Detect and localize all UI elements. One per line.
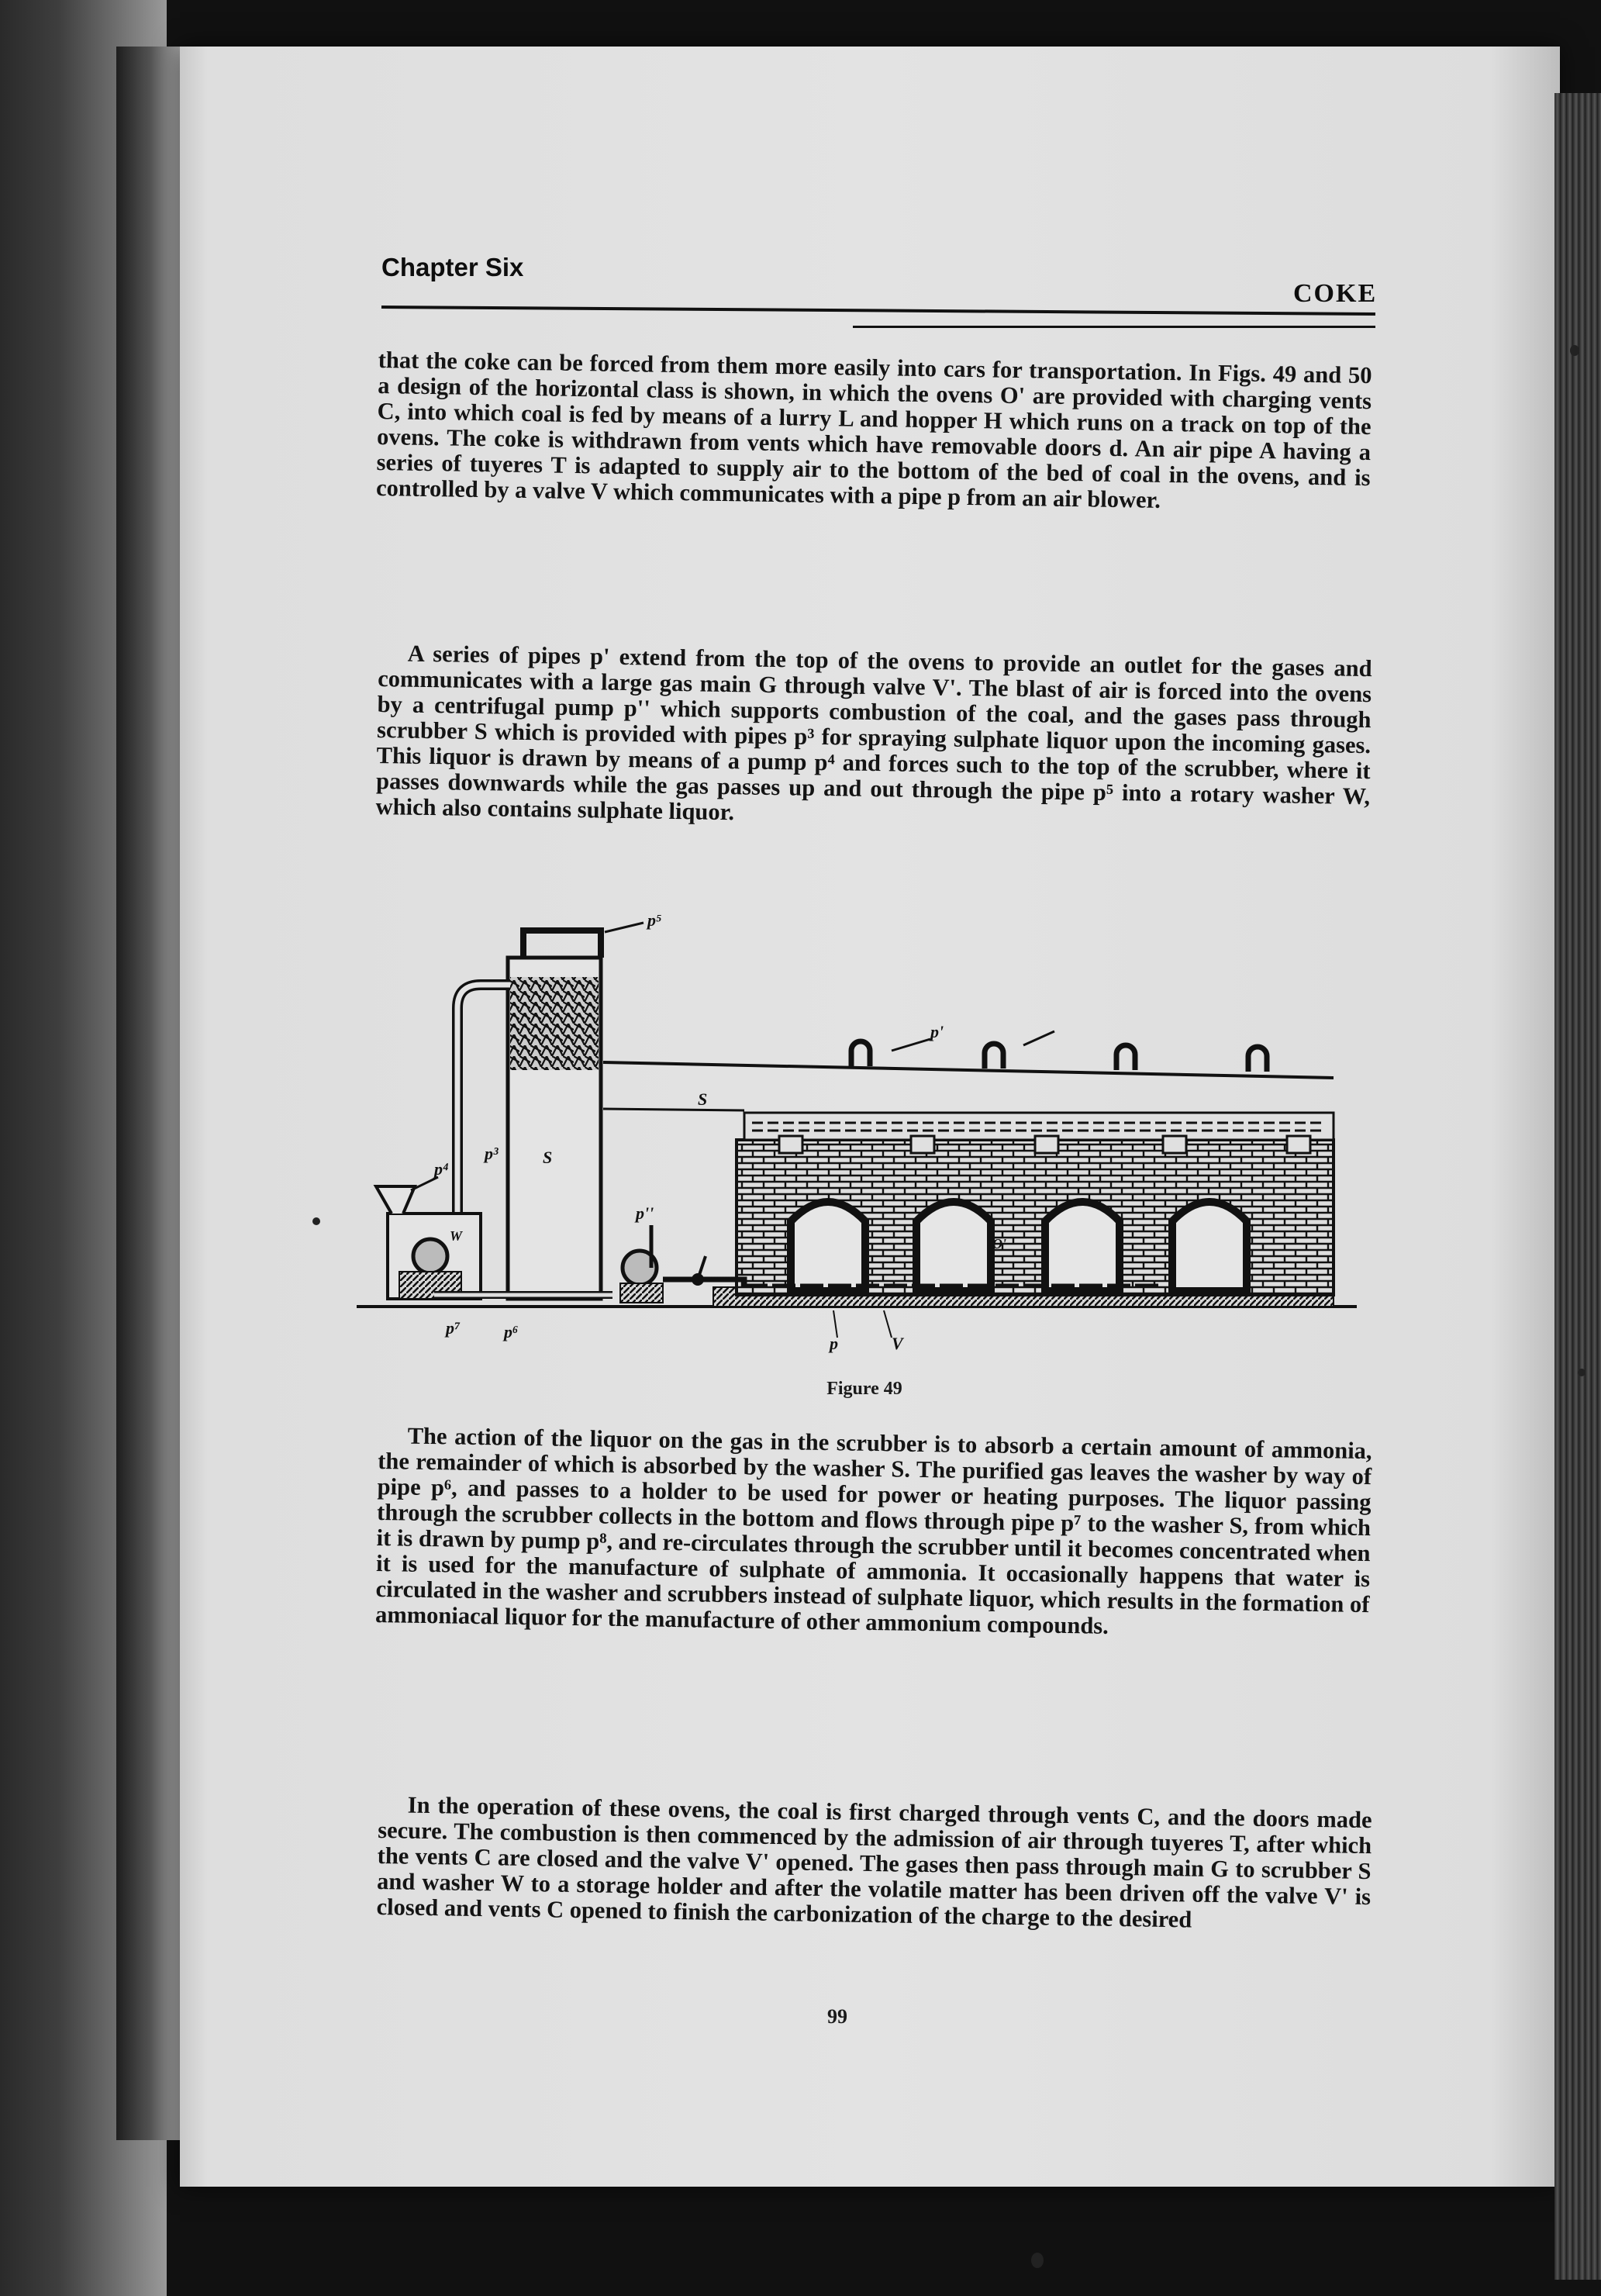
label-p7: p⁷ [446, 1318, 461, 1338]
paragraph-4: In the operation of these ovens, the coal is first charged through vents C, and the doors made secure. The combustion is then commenced by the admission of air through tuyeres T, after which the vents C are closed and the valve V' opened. The gases then pass through main G to scrubber S and washer W to a storage holder and after the volatile matter has been driven off the valve V' is closed and vents C opened to finish the carbonization of the charge to the desired [376, 1791, 1372, 1933]
scrubber-packing [510, 977, 599, 1070]
offtake-3 [1116, 1045, 1135, 1070]
header-rule-thick [853, 326, 1375, 328]
label-s-scrubber: S [543, 1148, 553, 1167]
gas-main-lower [603, 1109, 744, 1110]
label-p: p [830, 1334, 838, 1353]
running-title: COKE [1293, 279, 1378, 308]
figure-caption: Figure 49 [826, 1379, 902, 1399]
scrubber-leader [605, 923, 644, 932]
label-p6: p⁶ [504, 1322, 519, 1341]
label-p4: p⁴ [434, 1159, 449, 1179]
paragraph-3: The action of the liquor on the gas in the scrubber is to absorb a certain amount of ammonia, the remainder of which is absorbed by the washer S. The purified gas leaves the washer by way of pipe p⁶, and passes to a holder to be used for power or heating purposes. The liquor passing through the scrubber collects in the bottom and flows through pipe p⁷ to the washer S, from which it is drawn by pump p⁸, and re-circulates through the scrubber until it becomes concentrated when it is used for the manufacture of sulphate of ammonia. It occasionally happens that water is circulated in the washer and scrubbers instead of sulphate liquor, which results in the formation of ammoniacal liquor for the manufacture of other ammonium compounds. [374, 1422, 1372, 1639]
page-stack-edge [1554, 93, 1601, 2280]
vent [1287, 1136, 1310, 1153]
label-o-prime: O' [992, 1236, 1006, 1252]
scrubber-pipe-top [523, 930, 601, 958]
gas-main [603, 1062, 1334, 1078]
v-leader [884, 1310, 892, 1338]
dust-speck [1031, 2253, 1044, 2268]
coke-oven-diagram [357, 915, 1357, 1361]
chapter-heading: Chapter Six [381, 253, 524, 281]
label-p3: p³ [485, 1144, 499, 1163]
offtake-2 [985, 1044, 1003, 1069]
label-s-main: S [698, 1089, 708, 1109]
label-w: W [450, 1228, 463, 1244]
offtake-1 [851, 1041, 870, 1066]
vent [1035, 1136, 1058, 1153]
hopper-leader [411, 1177, 438, 1190]
offtake-leaders [892, 1031, 1054, 1051]
oven-arch-1 [791, 1202, 865, 1291]
offtake-pipes [851, 1041, 1267, 1072]
oven-arch-3 [1045, 1202, 1120, 1291]
label-p-prime: p' [930, 1022, 944, 1041]
vent [1163, 1136, 1186, 1153]
vent [779, 1136, 802, 1153]
paragraph-1: that the coke can be forced from them more easily into cars for transportation. In Figs. 49 and 50 a design of the horizontal class is shown, in which the ovens O' are provided with charging vents C, into which coal is fed by means of a lurry L and hopper H which runs on a track on top of the ovens. The coke is withdrawn from vents which have removable doors d. An air pipe A having a series of tuyeres T is adapted to supply air to the bottom of the bed of coal in the ovens, and is controlled by a valve V which communicates with a pipe p from an air blower. [375, 347, 1372, 513]
dust-speck [1570, 345, 1579, 356]
washer-hopper [376, 1186, 415, 1214]
label-p-double: p'' [636, 1203, 654, 1223]
oven-arch-4 [1172, 1202, 1247, 1291]
dust-speck [312, 1217, 320, 1225]
label-p5: p⁵ [647, 915, 662, 930]
oven-arch-2 [916, 1202, 991, 1291]
book-spine [116, 47, 186, 2140]
page-number: 99 [827, 2005, 847, 2028]
offtake-4 [1248, 1047, 1267, 1072]
label-v: V [892, 1334, 903, 1353]
washer-drum [413, 1239, 447, 1273]
pump-base [620, 1283, 663, 1303]
dust-speck [1578, 1369, 1585, 1376]
vent [911, 1136, 934, 1153]
paragraph-2: A series of pipes p' extend from the top of the ovens to provide an outlet for the gases and communicates with a large gas main G through valve V'. The blast of air is forced into the ovens by a centrifugal pump p'' which supports combustion of the coal, and the gases pass through scrubber S which is provided with pipes p³ for spraying sulphate liquor upon the incoming gases. This liquor is drawn by means of a pump p⁴ and forces such to the top of the scrubber, where it passes downwards while the gas passes up and out through the pipe p⁵ into a rotary washer W, which also contains sulphate liquor. [375, 640, 1372, 826]
